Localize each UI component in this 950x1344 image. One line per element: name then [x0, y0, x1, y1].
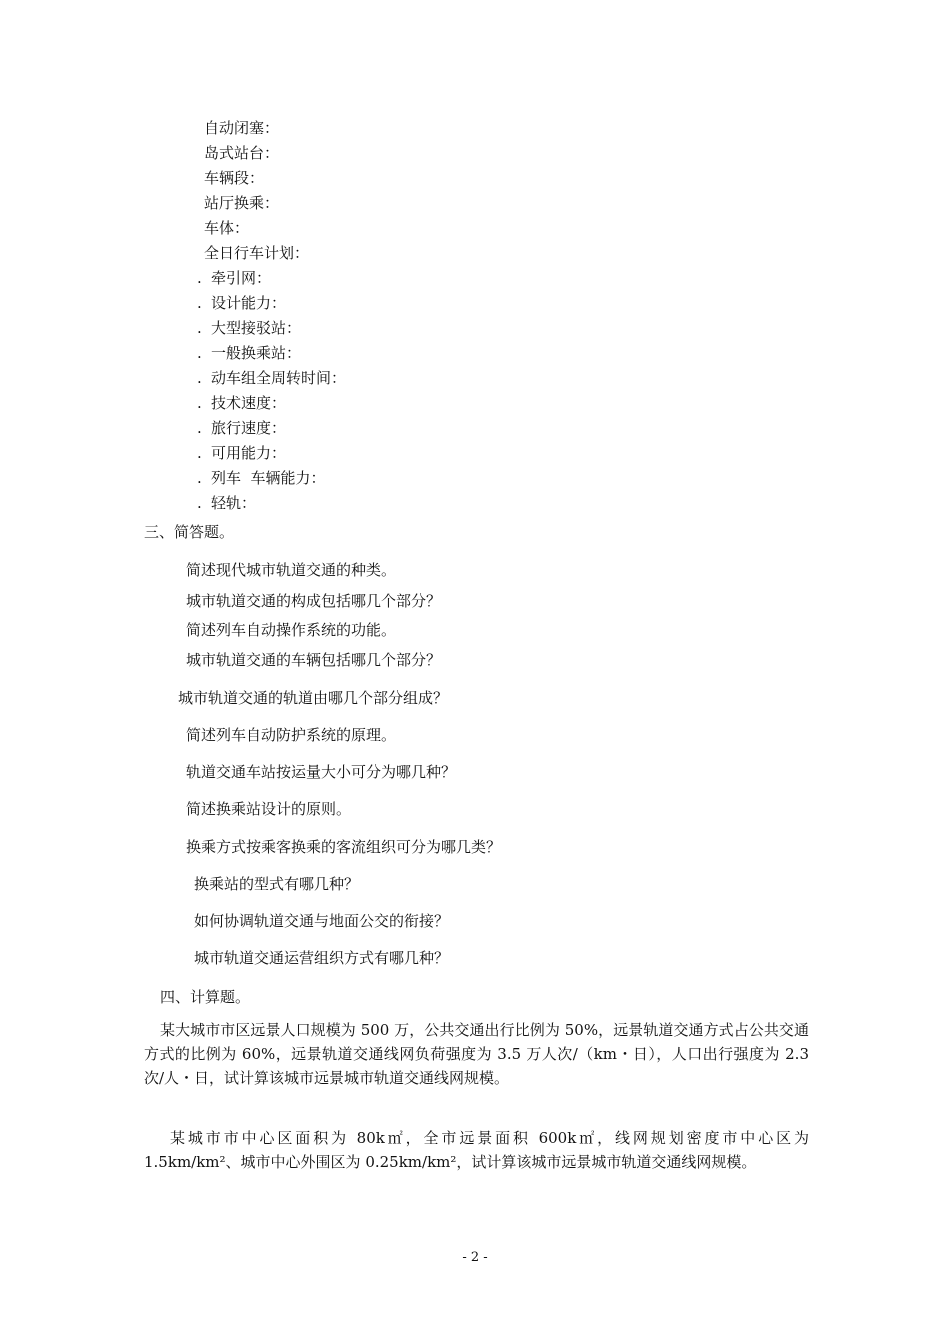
question-item: 换乘站的型式有哪几种？ — [194, 875, 360, 893]
term-item-dotted — [197, 393, 286, 413]
term-item: 车辆段： — [204, 169, 265, 187]
term-text: 设计能力： — [211, 294, 287, 312]
question-item: 城市轨道交通运营组织方式有哪几种？ — [194, 949, 450, 967]
term-item: 全日行车计划： — [204, 244, 310, 262]
question-item: 简述现代城市轨道交通的种类。 — [186, 561, 397, 579]
section-heading: 三、简答题。 — [144, 523, 235, 541]
term-item-dotted — [197, 293, 286, 313]
term-item-dotted — [197, 368, 346, 388]
term-text: 大型接驳站： — [211, 319, 302, 337]
section-heading: 四、计算题。 — [160, 988, 251, 1006]
term-item-dotted — [197, 493, 256, 513]
bullet-dot: . — [197, 444, 202, 462]
question-item: 换乘方式按乘客换乘的客流组织可分为哪几类？ — [186, 838, 502, 856]
question-item: 轨道交通车站按运量大小可分为哪几种？ — [186, 763, 457, 781]
question-item: 城市轨道交通的轨道由哪几个部分组成？ — [178, 689, 449, 707]
term-item: 车体： — [204, 219, 250, 237]
question-item: 城市轨道交通的车辆包括哪几个部分？ — [186, 651, 442, 669]
question-item: 如何协调轨道交通与地面公交的衔接？ — [194, 912, 450, 930]
bullet-dot: . — [197, 344, 202, 362]
bullet-dot: . — [197, 319, 202, 337]
term-text: 轻轨： — [211, 494, 257, 512]
term-item-dotted — [197, 318, 301, 338]
term-item-dotted — [197, 343, 301, 363]
term-item-dotted — [197, 418, 286, 438]
bullet-dot: . — [197, 294, 202, 312]
term-text: 动车组全周转时间： — [211, 369, 347, 387]
term-text: 列车 车辆能力： — [211, 469, 326, 487]
term-item-dotted — [197, 468, 326, 488]
bullet-dot: . — [197, 419, 202, 437]
term-item-dotted — [197, 443, 286, 463]
term-text: 技术速度： — [211, 394, 287, 412]
term-item: 自动闭塞： — [204, 119, 280, 137]
page-number: - 2 - — [462, 1250, 488, 1265]
term-item-dotted — [197, 268, 271, 288]
term-text: 一般换乘站： — [211, 344, 302, 362]
calc-problem-2: 某城市市中心区面积为 80k㎡，全市远景面积 600k㎡，线网规划密度市中心区为 1.5km/km²、城市中心外围区为 0.25km/km²，试计算该城市远景城市轨道交通线网规模。 — [144, 1129, 809, 1171]
term-item: 站厅换乘： — [204, 194, 280, 212]
term-text: 可用能力： — [211, 444, 287, 462]
question-item: 简述列车自动操作系统的功能。 — [186, 621, 397, 639]
bullet-dot: . — [197, 394, 202, 412]
question-item: 简述换乘站设计的原则。 — [186, 800, 352, 818]
term-item: 岛式站台： — [204, 144, 280, 162]
bullet-dot: . — [197, 269, 202, 287]
question-item: 城市轨道交通的构成包括哪几个部分？ — [186, 592, 442, 610]
term-text: 旅行速度： — [211, 419, 287, 437]
bullet-dot: . — [197, 369, 202, 387]
calc-problem-1: 某大城市市区远景人口规模为 500 万，公共交通出行比例为 50%，远景轨道交通方式占公共交通方式的比例为 60%，远景轨道交通线网负荷强度为 3.5 万人次/（km・日），人口出行强度为 2.3 次/人・日，试计算该城市远景城市轨道交通线网规模。 — [144, 1021, 809, 1087]
bullet-dot: . — [197, 494, 202, 512]
question-item: 简述列车自动防护系统的原理。 — [186, 726, 397, 744]
term-text: 牵引网： — [211, 269, 272, 287]
bullet-dot: . — [197, 469, 202, 487]
